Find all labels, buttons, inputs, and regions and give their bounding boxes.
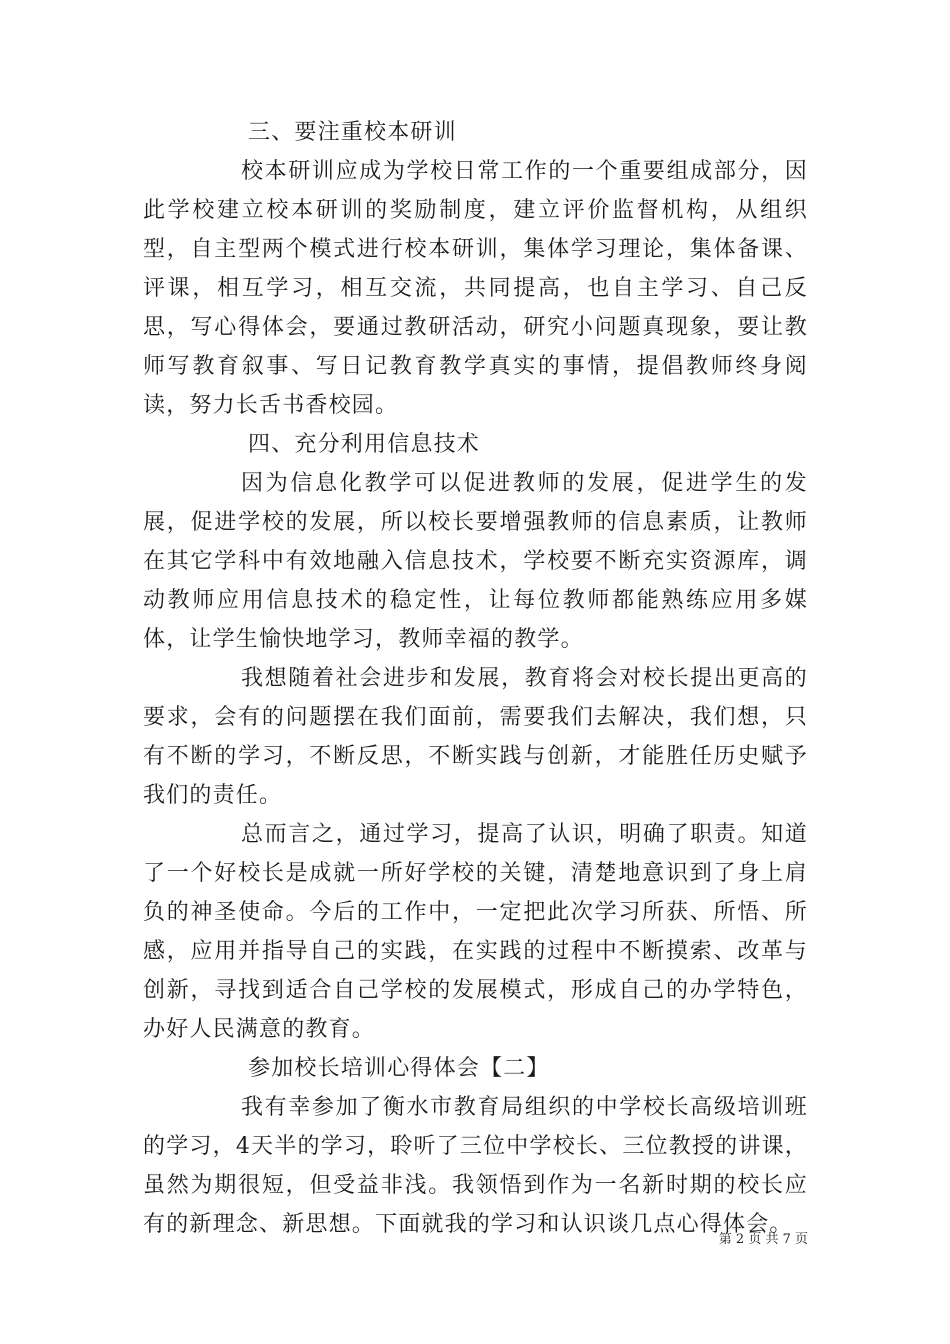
document-body [143, 113, 808, 1244]
paragraph-future-requirements: 我想随着社会进步和发展，教育将会对校长提出更高的要求，会有的问题摆在我们面前，需要我们去解决，我们想，只有不断的学习，不断反思，不断实践与创新，才能胜任历史赋予我们的责任。 [143, 666, 808, 808]
part-two-title: 参加校长培训心得体会【二】 [248, 1056, 550, 1081]
page-number-footer: 第 2 页 共 7 页 [718, 1232, 808, 1247]
paragraph-summary: 总而言之，通过学习，提高了认识，明确了职责。知道了一个好校长是成就一所好学校的关键，清楚地意识到了身上肩负的神圣使命。今后的工作中，一定把此次学习所获、所悟、所感，应用并指导自己的实践，在实践的过程中不断摸索、改革与创新，寻找到适合自己学校的发展模式，形成自己的办学特色，办好人民满意的教育。 [143, 822, 808, 1042]
section-heading-3: 三、要注重校本研训 [248, 120, 457, 145]
paragraph-part-two-intro: 我有幸参加了衡水市教育局组织的中学校长高级培训班的学习，4天半的学习，聆听了三位中学校长、三位教授的讲课，虽然为期很短，但受益非浅。我领悟到作为一名新时期的校长应有的新理念、新思想。下面就我的学习和认识谈几点心得体会。 [143, 1095, 808, 1237]
paragraph-school-research: 校本研训应成为学校日常工作的一个重要组成部分，因此学校建立校本研训的奖励制度，建立评价监督机构，从组织型，自主型两个模式进行校本研训，集体学习理论，集体备课、评课，相互学习，相互交流，共同提高，也自主学习、自己反思，写心得体会，要通过教研活动，研究小问题真现象，要让教师写教育叙事、写日记教育教学真实的事情，提倡教师终身阅读，努力长舌书香校园。 [143, 159, 808, 418]
paragraph-information-technology: 因为信息化教学可以促进教师的发展，促进学生的发展，促进学校的发展，所以校长要增强教师的信息素质，让教师在其它学科中有效地融入信息技术，学校要不断充实资源库，调动教师应用信息技术的稳定性，让每位教师都能熟练应用多媒体，让学生愉快地学习，教师幸福的教学。 [143, 471, 808, 652]
section-heading-4: 四、充分利用信息技术 [248, 432, 481, 457]
